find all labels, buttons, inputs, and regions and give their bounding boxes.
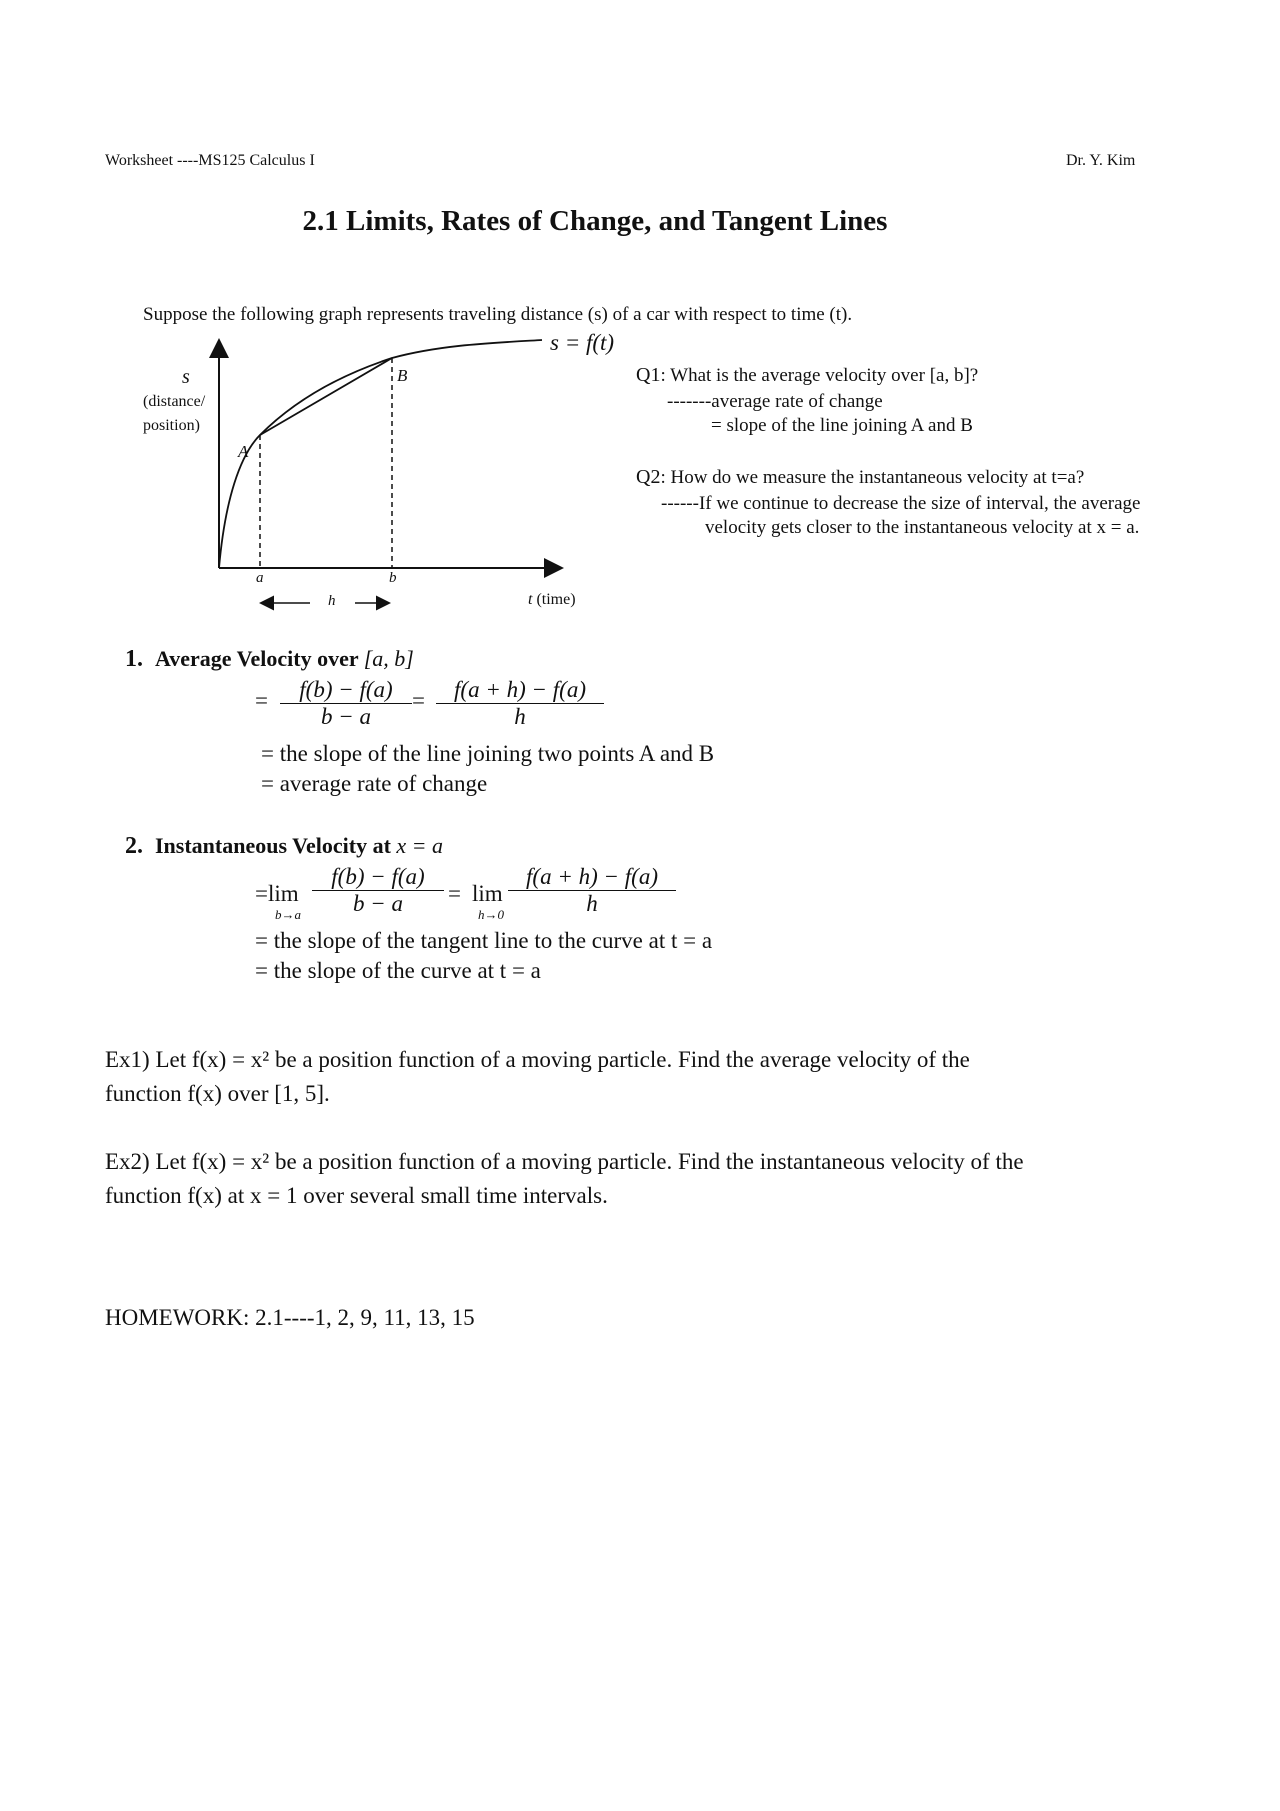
y-axis-symbol: s — [182, 366, 190, 388]
q2-question: Q2: How do we measure the instantaneous velocity at t=a? — [636, 466, 1085, 488]
tick-a-label: a — [256, 570, 264, 586]
page-title: 2.1 Limits, Rates of Change, and Tangent Lines — [302, 205, 888, 237]
y-axis-desc-2: position) — [143, 417, 200, 434]
distance-time-graph — [0, 0, 1280, 650]
example-1-line1: Ex1) Let f(x) = x² be a position function of a moving particle. Find the average velocity of the — [105, 1047, 970, 1072]
section-2-heading: 2. Instantaneous Velocity at x = a — [125, 833, 444, 859]
limit-1: =lim — [255, 881, 299, 906]
q1-question: Q1: What is the average velocity over [a, b]? — [636, 364, 979, 386]
point-b-label: B — [397, 366, 408, 385]
avg-velocity-fraction-1: f(b) − f(a) b − a — [280, 677, 412, 730]
header-instructor: Dr. Y. Kim — [1066, 152, 1136, 169]
q2-line2: velocity gets closer to the instantaneous velocity at x = a. — [705, 517, 1140, 538]
position-curve — [219, 340, 542, 568]
limit-1-subscript: b→a — [275, 907, 301, 922]
section-1-line1: = the slope of the line joining two points A and B — [261, 741, 715, 766]
q2-line1: ------If we continue to decrease the size of interval, the average — [661, 493, 1141, 514]
example-2-line2: function f(x) at x = 1 over several small time intervals. — [105, 1183, 608, 1208]
y-axis-desc-1: (distance/ — [143, 393, 206, 410]
section-2-line1: = the slope of the tangent line to the curve at t = a — [255, 928, 713, 953]
section-1-equals-2: = — [412, 688, 425, 713]
section-1-line2: = average rate of change — [261, 771, 488, 796]
avg-velocity-fraction-2: f(a + h) − f(a) h — [436, 677, 604, 730]
section-1-heading: 1. Average Velocity over [a, b] — [125, 646, 414, 672]
curve-label: s = f(t) — [550, 330, 615, 355]
inst-velocity-fraction-1: f(b) − f(a) b − a — [312, 864, 444, 917]
limit-2-subscript: h→0 — [478, 907, 504, 922]
secant-line — [260, 358, 392, 435]
example-2-line1: Ex2) Let f(x) = x² be a position function of a moving particle. Find the instantaneous velocity of the — [105, 1149, 1024, 1174]
q1-line2: = slope of the line joining A and B — [711, 415, 973, 436]
h-label: h — [328, 593, 336, 609]
header-course: Worksheet ----MS125 Calculus I — [105, 152, 315, 169]
section-2-equals: = — [448, 881, 461, 906]
limit-2: lim — [472, 881, 503, 906]
homework: HOMEWORK: 2.1----1, 2, 9, 11, 13, 15 — [105, 1305, 475, 1330]
tick-b-label: b — [389, 570, 397, 586]
example-1-line2: function f(x) over [1, 5]. — [105, 1081, 330, 1106]
x-axis-label: t (time) — [528, 591, 576, 608]
point-a-label: A — [238, 442, 249, 461]
inst-velocity-fraction-2: f(a + h) − f(a) h — [508, 864, 676, 917]
intro-text: Suppose the following graph represents traveling distance (s) of a car with respect to time (t). — [143, 304, 853, 325]
section-2-line2: = the slope of the curve at t = a — [255, 958, 541, 983]
q1-line1: -------average rate of change — [667, 391, 883, 412]
section-1-equals: = — [255, 688, 268, 713]
